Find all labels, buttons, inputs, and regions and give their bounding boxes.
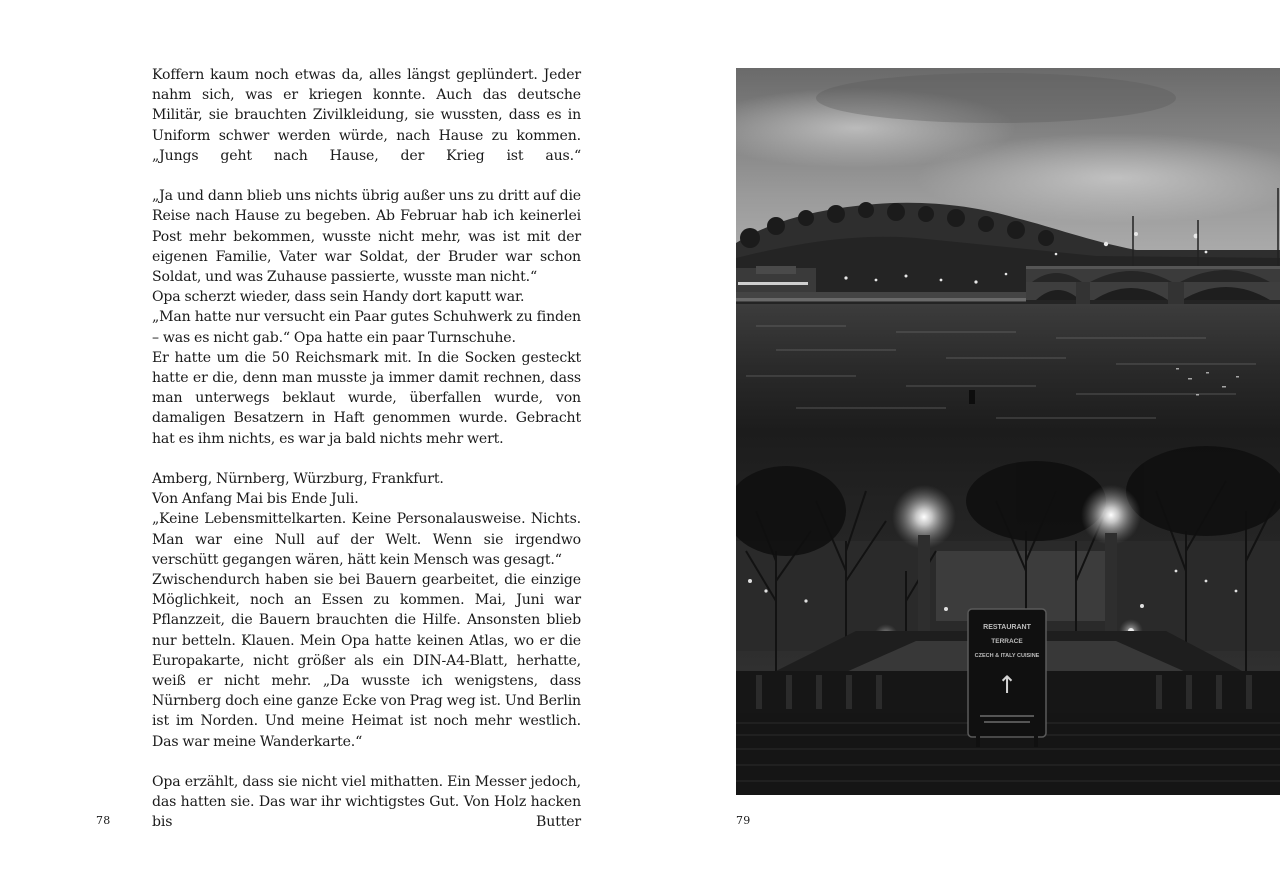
right-page [640, 0, 1280, 892]
body-text [152, 65, 581, 833]
page-number-right: 79 [736, 814, 751, 827]
arrow-up-icon: ↑ [996, 671, 1018, 699]
paragraph-1: Koffern kaum noch etwas da, alles längst geplündert. Jeder nahm sich, was er kriegen konnte. Auch das deutsche Militär, sie brauchten Zivilkleidung, sie wussten, dass es in Uniform schwer werden würde, nach Hause zu kommen. „Jungs geht nach Hause, der Krieg ist aus.“ [152, 67, 581, 164]
night-park-staircase-photo [736, 431, 1280, 795]
paragraph-spacer [152, 449, 581, 469]
paragraph-spacer [152, 166, 581, 186]
sign-line-1: RESTAURANT [983, 624, 1031, 631]
sign-line-3: CZECH & ITALY CUISINE [974, 653, 1040, 659]
paragraph-spacer [152, 752, 581, 772]
paragraph-7: Von Anfang Mai bis Ende Juli. [152, 491, 359, 508]
paragraph-6: Amberg, Nürnberg, Würzburg, Frankfurt. [152, 471, 444, 488]
sign-line-2: TERRACE [991, 638, 1023, 645]
restaurant-sign [968, 609, 1046, 747]
paragraph-5: Er hatte um die 50 Reichsmark mit. In die Socken gesteckt hatte er die, denn man musste ja immer damit rechnen, dass man unterwegs beklaut wurde, überfallen wurde, von damaligen Besatzern in Haft genommen wurde. Gebracht hat es ihm nichts, es war ja bald nichts mehr wert. [152, 349, 581, 447]
paragraph-9: Zwischendurch haben sie bei Bauern gearbeitet, die einzige Möglichkeit, noch an Essen zu kommen. Mai, Juni war Pflanzzeit, die Bauern brauchten die Hilfe. Ansonsten blieb nur betteln. Klauen. Mein Opa hatte keinen Atlas, wo er die Europakarte, nicht größer als ein DIN-A4-Blatt, herhatte, weiß er nicht mehr. „Da wusste ich wenigstens, dass Nürnberg doch eine ganze Ecke von Prag weg ist. Und Berlin ist im Norden. Und meine Heimat ist noch mehr westlich. Das war meine Wanderkarte.“ [152, 572, 581, 750]
page-number-left: 78 [96, 814, 111, 827]
paragraph-3: Opa scherzt wieder, dass sein Handy dort kaputt war. [152, 289, 525, 306]
paragraph-4: „Man hatte nur versucht ein Paar gutes Schuhwerk zu finden – was es nicht gab.“ Opa hatte ein paar Turnschuhe. [152, 309, 581, 346]
paragraph-8: „Keine Lebensmittelkarten. Keine Personalausweise. Nichts. Man war eine Null auf der Welt. Wenn sie irgendwo verschütt gegangen wären, hätt kein Mensch was gesagt.“ [152, 511, 581, 568]
river-bridge-dusk-photo [736, 68, 1280, 431]
paragraph-10: Opa erzählt, dass sie nicht viel mithatten. Ein Messer jedoch, das hatten sie. Das war ihr wichtigstes Gut. Von Holz hacken bis Butter [152, 774, 581, 831]
paragraph-2: „Ja und dann blieb uns nichts übrig außer uns zu dritt auf die Reise nach Hause zu begeben. Ab Februar hab ich keinerlei Post mehr bekommen, wusste nicht mehr, was ist mit der eigenen Familie, Vater war Soldat, der Bruder war schon Soldat, und was Zuhause passierte, wusste man nicht.“ [152, 188, 581, 286]
